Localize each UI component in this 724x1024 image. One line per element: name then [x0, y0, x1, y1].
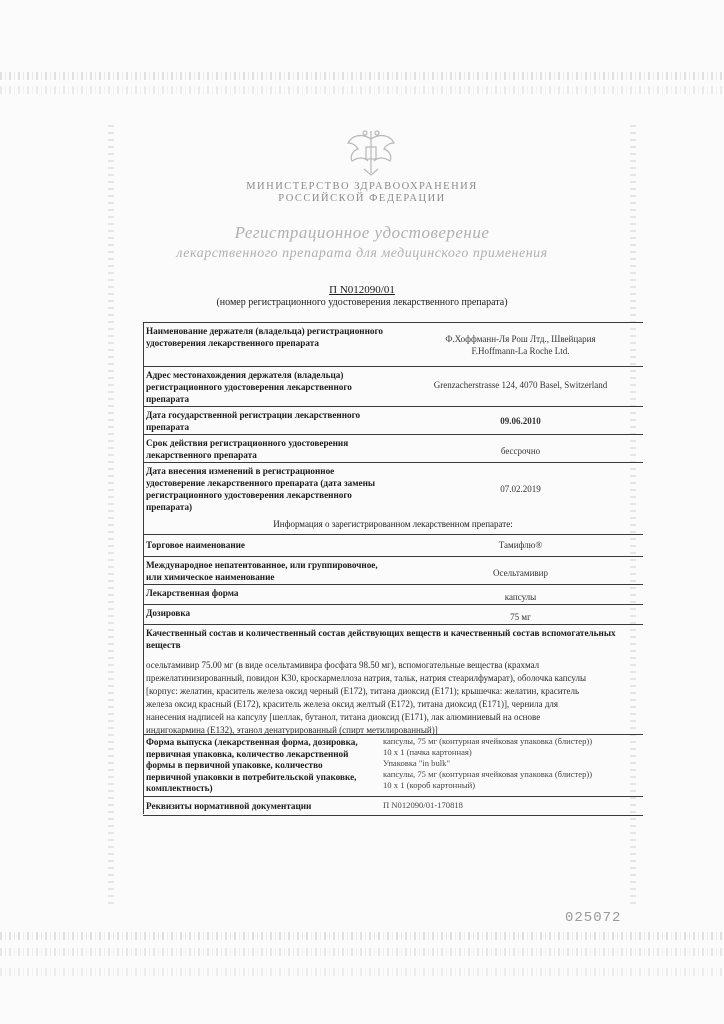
- scan-noise-bottom: [0, 932, 724, 940]
- packaging-value-line: капсулы, 75 мг (контурная ячейковая упаковка (блистер)): [383, 736, 593, 746]
- certificate-title: [0, 222, 724, 264]
- holder-name-en: F.Hoffmann-La Roche Ltd.: [471, 346, 570, 356]
- composition-label: Качественный состав и количественный состав действующих веществ и качественный состав вспомогательных веществ: [146, 628, 616, 650]
- row-trade-name: [143, 534, 643, 557]
- dosage-form-label: Лекарственная форма: [146, 588, 239, 598]
- row-change-date: [143, 462, 643, 517]
- row-validity: [143, 434, 643, 463]
- dosage-value: 75 мг: [510, 612, 531, 622]
- dosage-label: Дозировка: [146, 608, 191, 618]
- packaging-value-line: 10 х 1 (короб картонный): [383, 780, 476, 790]
- title-line-1: Регистрационное удостоверение: [234, 223, 490, 242]
- ministry-line-2: РОССИЙСКОЙ ФЕДЕРАЦИИ: [278, 193, 446, 204]
- validity-label: Срок действия регистрационного удостоверения лекарственного препарата: [146, 438, 349, 460]
- packaging-label-line: Форма выпуска (лекарственная форма, дозировка,: [146, 737, 358, 747]
- scan-noise-top-2: [0, 86, 724, 94]
- packaging-value-line: Упаковка "in bulk": [383, 758, 450, 768]
- documentation-label: Реквизиты нормативной документации: [146, 801, 312, 811]
- documentation-value: П N012090/01-170818: [383, 800, 463, 810]
- registration-number: П N012090/01: [329, 284, 395, 296]
- row-inn: [143, 556, 643, 585]
- registration-caption: (номер регистрационного удостоверения лекарственного препарата): [216, 297, 508, 308]
- row-registration-date: [143, 406, 643, 435]
- inn-label: Международное непатентованное, или группировочное, или химическое наименование: [146, 560, 378, 582]
- title-line-2: лекарственного препарата для медицинского применения: [176, 246, 548, 261]
- packaging-value-line: 10 х 1 (пачка картонная): [383, 747, 472, 757]
- composition-line: железа оксид красный (Е172), краситель железа оксид желтый (Е172), титана диоксид (Е171)], чернила для: [146, 699, 559, 709]
- change-date-label: Дата внесения изменений в регистрационное удостоверение лекарственного препарата (дата замены регистрационного удостоверения лекарственного препарата): [146, 466, 376, 512]
- packaging-label: [146, 737, 386, 795]
- ministry-line-1: МИНИСТЕРСТВО ЗДРАВООХРАНЕНИЯ: [246, 181, 478, 192]
- packaging-label-line: первичной упаковки в потребительской упаковке,: [146, 771, 357, 782]
- trade-name-label: Торговое наименование: [146, 540, 245, 550]
- row-composition: [143, 624, 643, 655]
- holder-name-value: [398, 333, 643, 357]
- holder-address-label: Адрес местонахождения держателя (владельца) регистрационного удостоверения лекарственного препарата: [146, 370, 352, 404]
- row-dosage-form: [143, 584, 643, 605]
- composition-line: прежелатинизированный, повидон К30, кроскармеллоза натрия, тальк, натрия стеарилфумарат), оболочка капсулы: [146, 673, 587, 683]
- row-holder-address: [143, 366, 643, 407]
- packaging-value-line: капсулы, 75 мг (контурная ячейковая упаковка (блистер)): [383, 769, 593, 779]
- coat-of-arms-emblem: [340, 125, 402, 180]
- packaging-label-line: первичная упаковка, количество лекарственной: [146, 748, 349, 759]
- scan-noise-bottom-2: [0, 948, 724, 956]
- row-dosage: [143, 604, 643, 625]
- holder-name-ru: Ф.Хоффманн-Ля Рош Лтд., Швейцария: [445, 334, 596, 344]
- ministry-name: [0, 181, 724, 205]
- serial-stamp-number: 025072: [565, 910, 622, 926]
- row-documentation: [143, 796, 643, 816]
- packaging-label-line: комплектность): [146, 783, 213, 793]
- registration-date-value: 09.06.2010: [500, 416, 541, 426]
- row-holder-name: [143, 322, 643, 367]
- dosage-form-value: капсулы: [504, 592, 537, 602]
- info-heading: Информация о зарегистрированном лекарственном препарате:: [273, 519, 513, 529]
- composition-text: [146, 659, 640, 737]
- holder-name-label: Наименование держателя (владельца) регистрационного удостоверения лекарственного препарата: [146, 326, 383, 348]
- composition-line: нанесения надписей на капсулу [шеллак, бутанол, титана диоксид (Е171), лак алюминиевый на основе: [146, 712, 541, 722]
- inn-value: Осельтамивир: [493, 568, 548, 578]
- change-date-value: 07.02.2019: [500, 484, 541, 494]
- scan-noise-top: [0, 72, 724, 80]
- composition-line: осельтамивир 75.00 мг (в виде осельтамивира фосфата 98.50 мг), вспомогательные вещества (крахмал: [146, 660, 540, 670]
- scan-noise-bottom-3: [0, 968, 724, 976]
- holder-address-value: Grenzacherstrasse 124, 4070 Basel, Switzerland: [433, 380, 608, 390]
- trade-name-value: Тамифлю®: [498, 540, 543, 550]
- validity-value: бессрочно: [500, 446, 541, 456]
- composition-line: индигокармина (Е132), этанол денатурированный (спирт метилированный)]: [146, 725, 438, 735]
- registration-date-label: Дата государственной регистрации лекарственного препарата: [146, 410, 361, 432]
- packaging-values: [383, 736, 643, 791]
- composition-line: [корпус: желатин, краситель железа оксид черный (Е172), титана диоксид (Е171); крышечка: желатин, краситель: [146, 686, 580, 696]
- packaging-label-line: формы в первичной упаковке, количество: [146, 760, 323, 770]
